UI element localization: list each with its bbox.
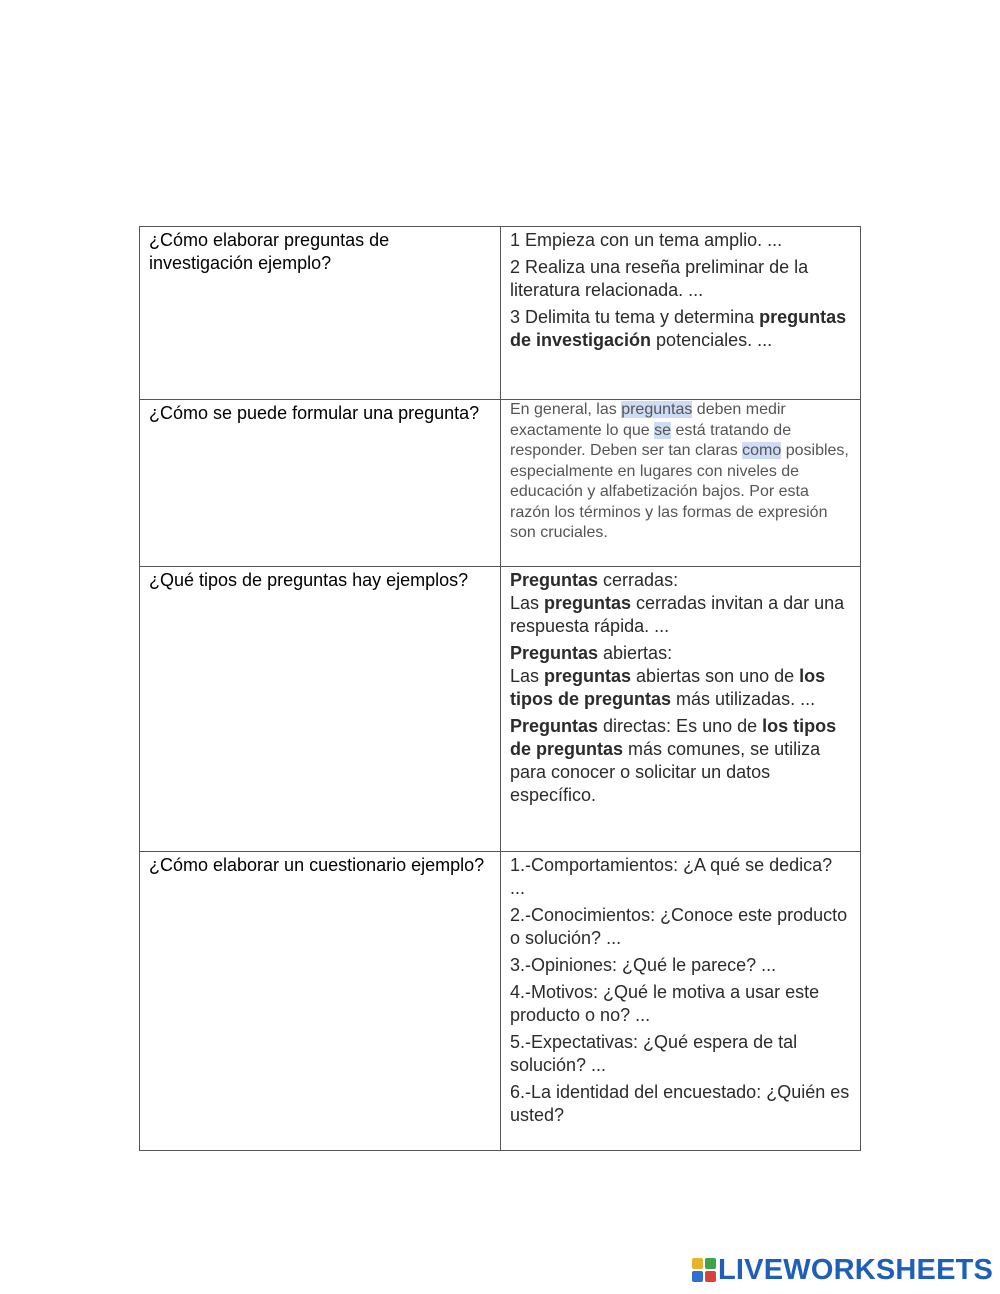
answer-text: deben medir exactamente lo que [510,401,786,439]
highlighted-word: se [654,421,671,439]
answer-bold: los tipos de preguntas [510,716,837,759]
answer-bold: Preguntas [510,643,599,663]
answer-step-1: 1 Empieza con un tema amplio. ... [510,230,783,250]
table-row [140,400,861,567]
answer-bold: Preguntas [510,570,599,590]
answer-text: posibles, especialmente en lugares con niveles de educación y alfabetización bajos. Por esta razón los términos y las formas de expresión son cruciales. [510,442,849,541]
question-cell: ¿Cómo elaborar preguntas de investigación ejemplo? [140,227,501,400]
answer-text: En general, las [510,401,622,418]
answer-cell [501,227,861,400]
answer-text: directas: Es uno de [598,716,763,736]
answer-bold: Preguntas [510,716,599,736]
answer-text: cerradas invitan a dar una respuesta rápida. ... [510,593,845,636]
question-cell: ¿Cómo se puede formular una pregunta? [140,400,501,567]
answer-bold: preguntas [544,666,632,686]
highlighted-word: preguntas [621,401,693,418]
answer-text: Las [510,666,545,686]
answer-text: más comunes, se utiliza para conocer o solicitar un datos específico. [510,739,821,805]
list-item: 2.-Conocimientos: ¿Conoce este producto o solución? ... [510,905,848,948]
questions-table [139,226,861,1151]
answer-text: abiertas son uno de [631,666,800,686]
list-item: 6.-La identidad del encuestado: ¿Quién es usted? [510,1082,850,1125]
list-item: 1.-Comportamientos: ¿A qué se dedica? ... [510,855,833,898]
brand-name: LIVEWORKSHEETS [718,1253,994,1286]
answer-bold: preguntas de investigación [510,307,847,350]
answer-step-3 [510,306,852,352]
table-row [140,227,861,400]
direct-questions [510,715,852,807]
answer-cell [501,400,861,567]
answer-cell [501,852,861,1151]
table-row [140,567,861,852]
table-row [140,852,861,1151]
answer-text: cerradas: [598,570,679,590]
list-item: 5.-Expectativas: ¿Qué espera de tal solución? ... [510,1032,798,1075]
answer-text: potenciales. ... [651,330,773,350]
answer-text: 3 Delimita tu tema y determina [510,307,760,327]
question-cell: ¿Cómo elaborar un cuestionario ejemplo? [140,852,501,1151]
answer-bold: preguntas [544,593,632,613]
closed-questions [510,569,852,638]
answer-step-2: 2 Realiza una reseña preliminar de la literatura relacionada. ... [510,257,809,300]
answer-cell [501,567,861,852]
answer-text: más utilizadas. ... [671,689,816,709]
logo-blocks-icon [692,1258,716,1282]
answer-text: abiertas: [598,643,673,663]
liveworksheets-logo[interactable] [692,1255,993,1285]
question-cell: ¿Qué tipos de preguntas hay ejemplos? [140,567,501,852]
answer-bold: los tipos de preguntas [510,666,826,709]
highlighted-word: como [742,442,782,459]
list-item: 4.-Motivos: ¿Qué le motiva a usar este producto o no? ... [510,982,820,1025]
open-questions [510,642,852,711]
list-item: 3.-Opiniones: ¿Qué le parece? ... [510,955,777,975]
answer-text: Las [510,593,545,613]
answer-text: está tratando de responder. Deben ser tan claras [510,421,792,459]
